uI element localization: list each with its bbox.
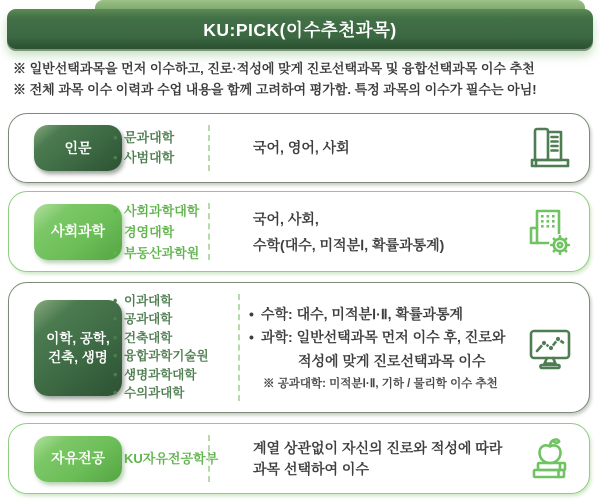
college-item: • 건축대학 [113, 329, 209, 348]
college-list [113, 449, 218, 469]
category-badge [34, 436, 122, 482]
note-line: ※ 일반선택과목을 먼저 이수하고, 진로·적성에 맞게 진로선택과목 및 융합선택과목 이수 추천 [13, 61, 535, 76]
dashed-divider [208, 125, 210, 171]
category-badge-label: 건축, 생명 [48, 349, 108, 365]
college-item: • 공과대학 [113, 310, 209, 329]
category-row-humanities [8, 113, 590, 183]
dashed-divider [208, 203, 210, 260]
content-line: 수학(대수, 미적분Ⅰ, 확률과통계) [253, 236, 445, 253]
category-badge-label: 인문 [64, 139, 92, 156]
college-item: • 문과대학 [113, 128, 174, 148]
category-row-science-engineering-architecture-life [8, 282, 590, 413]
building-gear-icon [527, 207, 573, 257]
page-title: KU:PICK(이수추천과목) [203, 19, 397, 40]
college-list [113, 292, 209, 404]
category-badge [34, 204, 122, 260]
category-row-social-science [8, 191, 590, 272]
subject-content [253, 138, 350, 159]
category-badge [34, 300, 122, 396]
college-item: • 경영대학 [113, 221, 199, 242]
monitor-chart-icon [527, 323, 573, 373]
content-line: 국어, 영어, 사회 [253, 139, 350, 156]
category-badge-label: 이학, 공학, [46, 330, 110, 346]
college-item: • 융합과학기술원 [113, 348, 209, 367]
college-item: • 사범대학 [113, 148, 174, 168]
dashed-divider [238, 294, 240, 401]
college-list [113, 128, 174, 168]
content-line: • 수학: 대수, 미적분Ⅰ·Ⅱ, 확률과통계 [249, 302, 505, 326]
category-badge-label: 사회과학 [50, 223, 106, 239]
college-list [113, 200, 199, 263]
subject-content [253, 438, 502, 480]
college-item: • 이과대학 [113, 292, 209, 311]
college-item: • 사회과학대학 [113, 200, 199, 221]
subject-content [249, 302, 505, 393]
college-item: • KU자유전공학부 [113, 449, 218, 469]
content-line: • 과학: 일반선택과목 먼저 이수 후, 진로와 [249, 326, 505, 350]
book-icon [527, 123, 573, 173]
note-line: ※ 전체 과목 이수 이력과 수업 내용을 함께 고려하여 평가함. 특정 과목의 이수가 필수는 아님! [13, 81, 537, 97]
content-note: ※ 공과대학: 미적분Ⅰ·Ⅱ, 기하 / 물리학 이수 추천 [263, 377, 498, 390]
category-badge-label: 자유전공 [50, 450, 106, 466]
college-item: • 수의과대학 [113, 385, 209, 404]
page-header [7, 9, 593, 49]
apple-books-icon [527, 434, 573, 484]
category-badge [34, 125, 122, 171]
dashed-divider [208, 435, 210, 482]
category-row-free-major [8, 423, 590, 494]
content-line: 국어, 사회, [253, 210, 319, 227]
subject-content [253, 206, 444, 258]
content-line: 적성에 맞게 진로선택과목 이수 [298, 352, 486, 369]
intro-notes [13, 59, 537, 100]
content-line: 계열 상관없이 자신의 진로와 적성에 따라 [253, 439, 503, 456]
college-item: • 생명과학대학 [113, 366, 209, 385]
content-line: 과목 선택하여 이수 [253, 460, 369, 477]
college-item: • 부동산과학원 [113, 242, 199, 263]
